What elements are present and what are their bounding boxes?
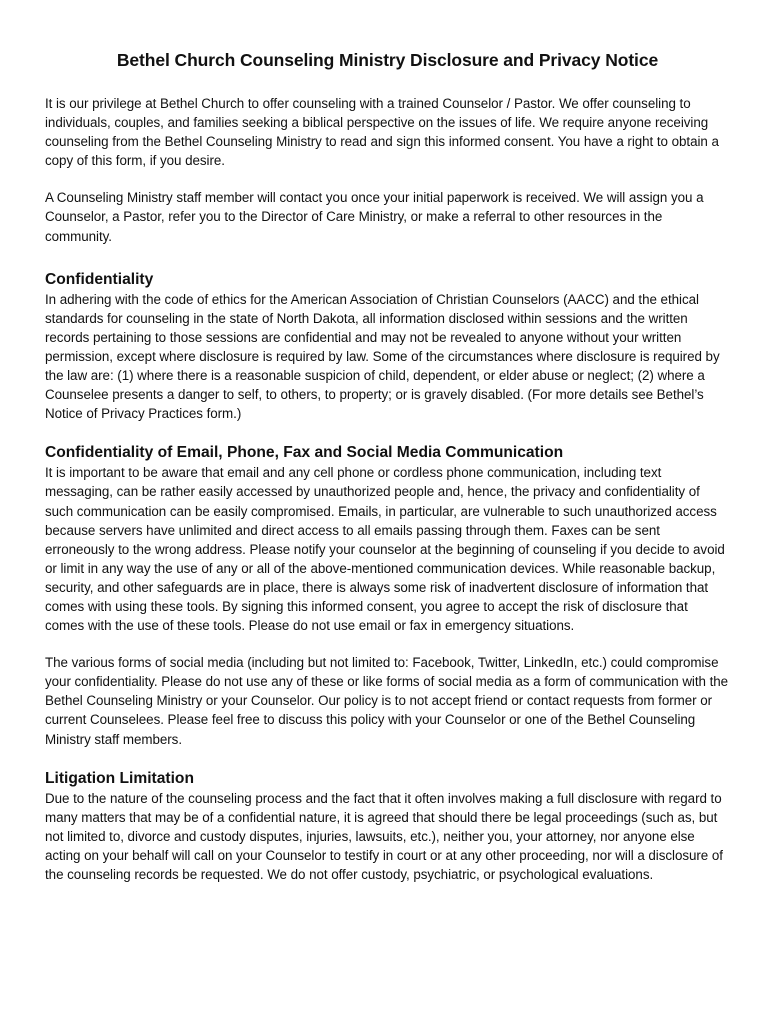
section-communication (45, 443, 730, 748)
section-litigation (45, 769, 730, 884)
section-confidentiality (45, 270, 730, 424)
section-paragraph: In adhering with the code of ethics for the American Association of Christian Counselors (AACC) and the ethical standards for counseling in the state of North Dakota, all information disclosed within sessions and the written records pertaining to those sessions are confidential and may not be revealed to anyone without your written permission, except where disclosure is required by law. Some of the circumstances where disclosure is required by the law are: (1) where there is a reasonable suspicion of child, dependent, or elder abuse or neglect; (2) where a Counselee presents a danger to self, to others, to property; or is gravely disabled. (For more details see Bethel’s Notice of Privacy Practices form.) (45, 291, 720, 422)
section-heading: Litigation Limitation (45, 769, 194, 787)
intro-paragraph: It is our privilege at Bethel Church to offer counseling with a trained Counselor / Pastor. We offer counseling to individuals, couples, and families seeking a biblical perspective on the issues of life. We require anyone receiving counseling from the Bethel Counseling Ministry to read and sign this informed consent. You have a right to obtain a copy of this form, if you desire. (45, 96, 719, 169)
intro-paragraph: A Counseling Ministry staff member will contact you once your initial paperwork is received. We will assign you a Counselor, a Pastor, refer you to the Director of Care Ministry, or make a referral to other resources in the community. (45, 190, 704, 244)
document-title: Bethel Church Counseling Ministry Disclosure and Privacy Notice (116, 50, 659, 70)
section-heading: Confidentiality (45, 270, 154, 288)
section-paragraph: It is important to be aware that email and any cell phone or cordless phone communication, including text messaging, can be rather easily accessed by unauthorized people and, hence, the privacy and confidentiality of such communication can be easily compromised. Emails, in particular, are vulnerable to such unauthorized access because servers have unlimited and direct access to all emails passing through them. Faxes can be sent erroneously to the wrong address. Please notify your counselor at the beginning of counseling if you decide to avoid or limit in any way the use of any or all of the above-mentioned communication devices. While reasonable backup, security, and other safeguards are in place, there is always some risk of inadvertent disclosure of information that comes with using these tools. By signing this informed consent, you agree to accept the risk of disclosure that comes with the use of these tools. Please do not use email or fax in emergency situations. (45, 465, 725, 634)
section-paragraph: Due to the nature of the counseling process and the fact that it often involves making a full disclosure with regard to many matters that may be of a confidential nature, it is agreed that should there be legal proceedings (such as, but not limited to, divorce and custody disputes, injuries, lawsuits, etc.), neither you, your attorney, nor anyone else acting on your behalf will call on your Counselor to testify in court or at any other proceeding, nor will a disclosure of the counseling records be requested. We do not offer custody, psychiatric, or psychological evaluations. (45, 790, 723, 882)
section-heading: Confidentiality of Email, Phone, Fax and Social Media Communication (45, 444, 564, 462)
section-paragraph: The various forms of social media (including but not limited to: Facebook, Twitter, LinkedIn, etc.) could compromise your confidentiality. Please do not use any of these or like forms of social media as a form of communication with the Bethel Counseling Ministry or your Counselor. Our policy is to not accept friend or contact requests from former or current Counselees. Please feel free to discuss this policy with your Counselor or one of the Bethel Counseling Ministry staff members. (45, 655, 729, 747)
